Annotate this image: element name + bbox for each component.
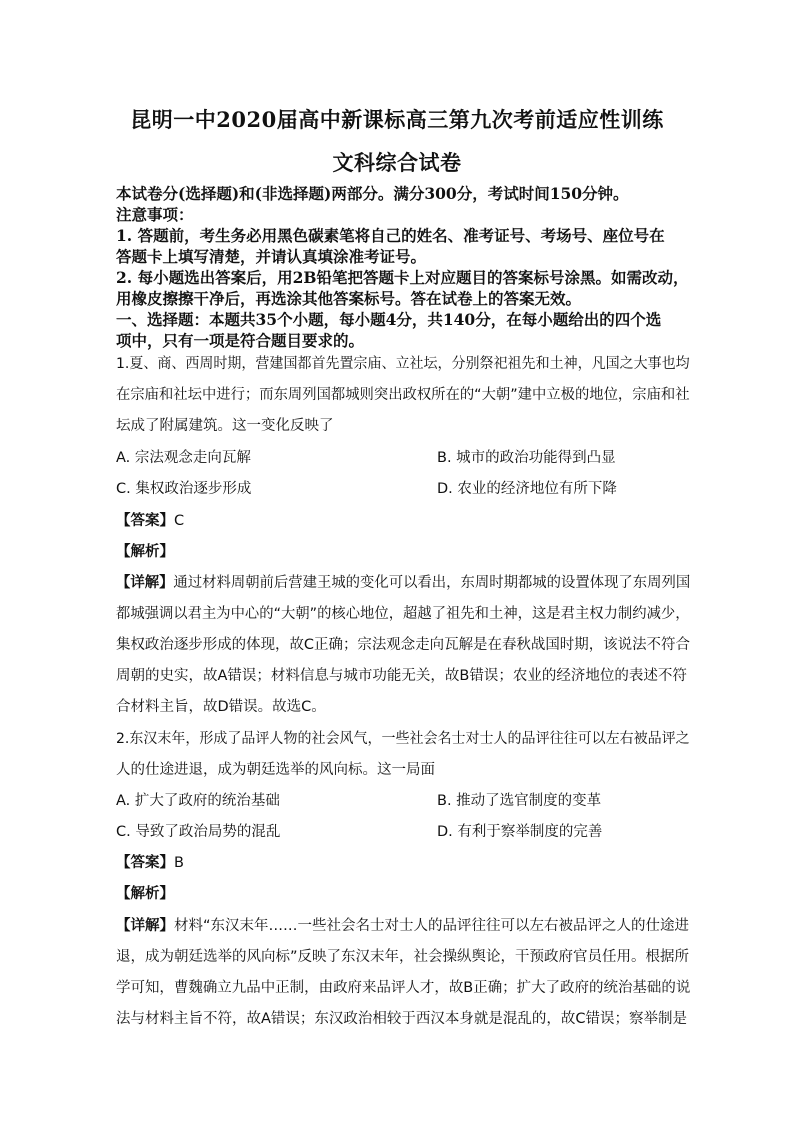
exam-title: 昆明一中2020届高中新课标高三第九次考前适应性训练 <box>130 107 664 132</box>
q1-analysis-label: 【解析】 <box>116 544 174 560</box>
q1-detail-line-5: 合材料主旨，故D错误。故选C。 <box>116 699 326 715</box>
q2-answer-label: 【答案】 <box>116 855 174 871</box>
q1-detail-line-2: 都城强调以君主为中心的“大朝”的核心地位，超越了祖先和土神，这是君主权力制约减少， <box>116 606 690 622</box>
instructions-intro: 本试卷分(选择题)和(非选择题)两部分。满分300分，考试时间150分钟。 <box>116 184 629 203</box>
q1-answer <box>116 509 184 530</box>
q2-detail-label: 【详解】 <box>116 918 174 934</box>
exam-subtitle: 文科综合试卷 <box>332 150 462 175</box>
q1-stem-line-1: 1.夏、商、西周时期，营建国都首先置宗庙、立社坛，分别祭祀祖先和土神，凡国之大事也均 <box>116 356 690 372</box>
q1-answer-label: 【答案】 <box>116 513 174 529</box>
q1-detail-line-1 <box>116 571 690 592</box>
section-heading-line-1: 一、选择题：本题共35个小题，每小题4分，共140分，在每小题给出的四个选 <box>116 310 662 329</box>
notice-item-1-line-2: 答题卡上填写清楚，并请认真填涂准考证号。 <box>116 247 427 266</box>
q1-option-b: B. 城市的政治功能得到凸显 <box>437 450 616 466</box>
q2-option-a: A. 扩大了政府的统治基础 <box>116 793 280 809</box>
q1-stem-line-2: 在宗庙和社坛中进行；而东周列国都城则突出政权所在的“大朝”建中立极的地位，宗庙和社 <box>116 387 690 403</box>
q2-option-d: D. 有利于察举制度的完善 <box>437 824 603 840</box>
q2-answer <box>116 851 184 872</box>
notice-item-1-line-1: 1. 答题前，考生务必用黑色碳素笔将自己的姓名、准考证号、考场号、座位号在 <box>116 226 665 245</box>
notice-item-2-line-1: 2. 每小题选出答案后，用2B铅笔把答题卡上对应题目的答案标号涂黑。如需改动， <box>116 268 689 287</box>
q2-detail-text-1: 材料“东汉末年……一些社会名士对士人的品评往往可以左右被品评之人的仕途进 <box>174 918 690 934</box>
q1-option-a: A. 宗法观念走向瓦解 <box>116 450 251 466</box>
q2-detail-line-1 <box>116 914 689 935</box>
section-heading-line-2: 项中，只有一项是符合题目要求的。 <box>116 331 365 350</box>
q2-analysis-label: 【解析】 <box>116 886 174 902</box>
q2-stem-line-2: 人的仕途进退，成为朝廷选举的风向标。这一局面 <box>116 762 435 778</box>
q2-stem-line-1: 2.东汉末年，形成了品评人物的社会风气，一些社会名士对士人的品评往往可以左右被品评之 <box>116 731 690 747</box>
q2-detail-line-2: 退，成为朝廷选举的风向标”反映了东汉末年，社会操纵舆论，干预政府官员任用。根据所 <box>116 949 690 965</box>
q1-option-d: D. 农业的经济地位有所下降 <box>437 481 617 497</box>
q1-analysis <box>116 540 174 561</box>
q2-detail-line-3: 学可知，曹魏确立九品中正制，由政府来品评人才，故B正确；扩大了政府的统治基础的说 <box>116 980 691 996</box>
q2-option-c: C. 导致了政治局势的混乱 <box>116 824 281 840</box>
notice-item-2-line-2: 用橡皮擦擦干净后，再选涂其他答案标号。答在试卷上的答案无效。 <box>116 289 582 308</box>
q1-stem-line-3: 坛成了附属建筑。这一变化反映了 <box>116 418 334 434</box>
q1-detail-label: 【详解】 <box>116 575 174 591</box>
q1-answer-value: C <box>174 513 185 529</box>
q1-detail-line-4: 周朝的史实，故A错误；材料信息与城市功能无关，故B错误；农业的经济地位的表述不符 <box>116 668 687 684</box>
q1-option-c: C. 集权政治逐步形成 <box>116 481 252 497</box>
q2-option-b: B. 推动了选官制度的变革 <box>437 793 602 809</box>
q2-answer-value: B <box>174 855 184 871</box>
notice-label: 注意事项： <box>116 205 194 224</box>
q1-detail-line-3: 集权政治逐步形成的体现，故C正确；宗法观念走向瓦解是在春秋战国时期，该说法不符合 <box>116 637 690 653</box>
q2-analysis <box>116 882 174 903</box>
q1-detail-text-1: 通过材料周朝前后营建王城的变化可以看出，东周时期都城的设置体现了东周列国 <box>173 575 691 591</box>
q2-detail-line-4: 法与材料主旨不符，故A错误；东汉政治相较于西汉本身就是混乱的，故C错误；察举制是 <box>116 1011 688 1027</box>
